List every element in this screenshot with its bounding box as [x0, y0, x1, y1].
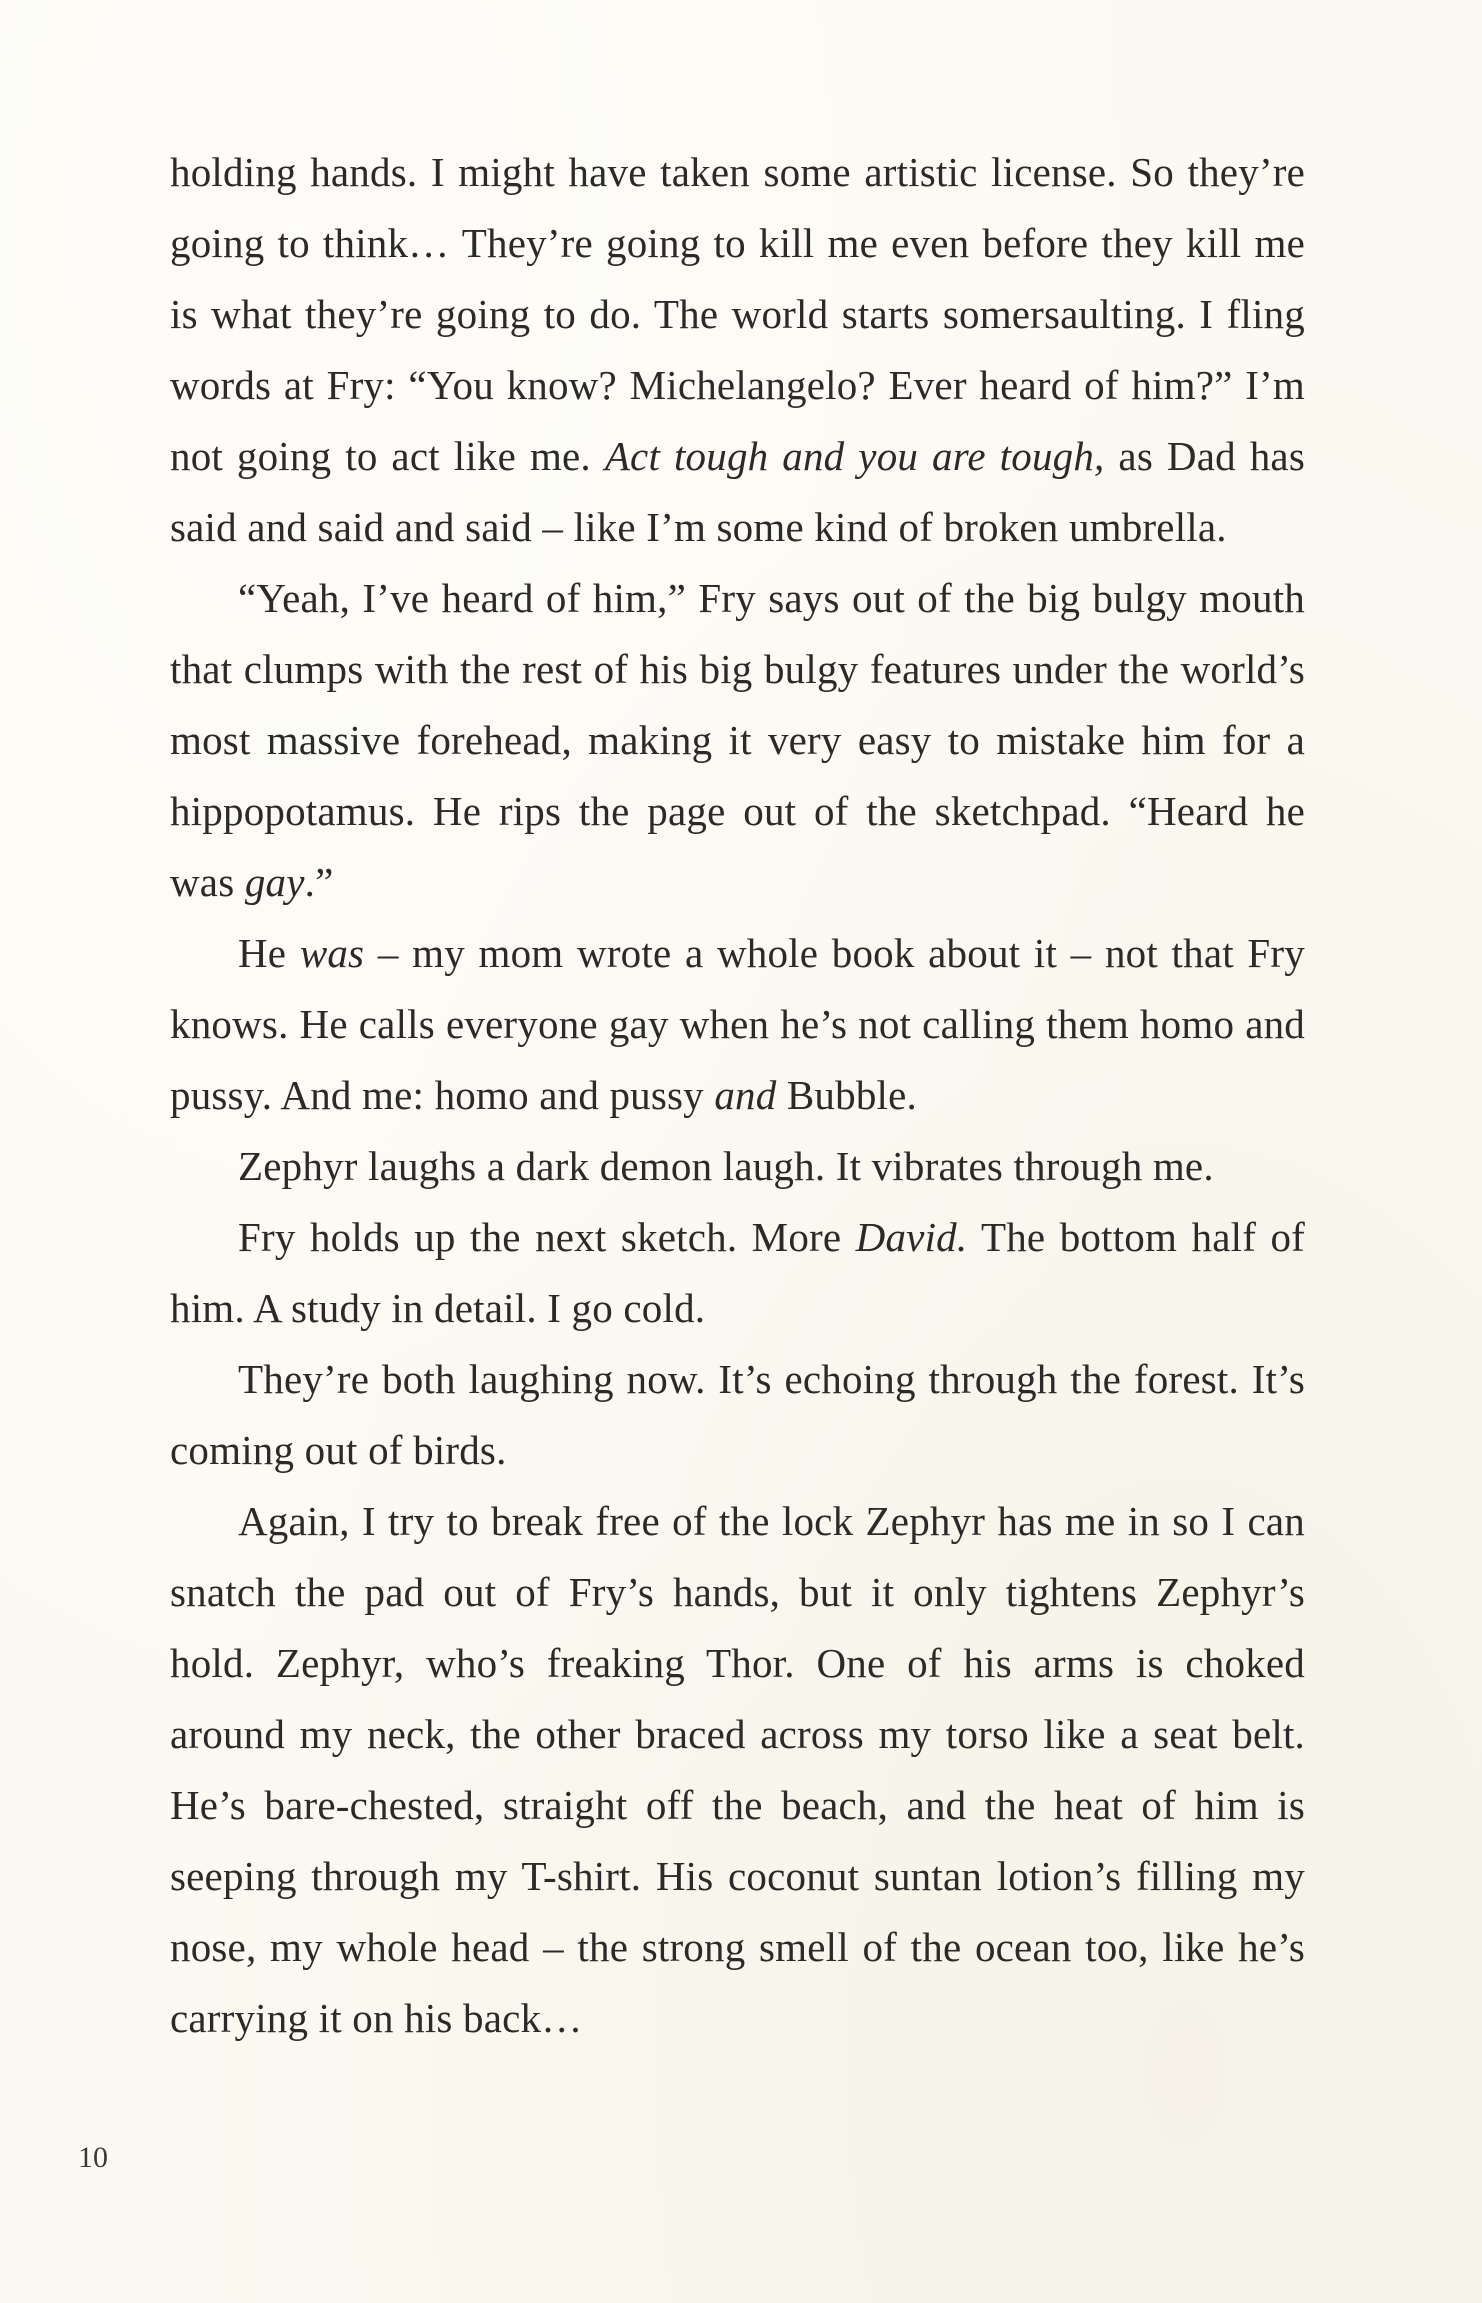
- paragraph-3: [170, 918, 1305, 1131]
- paragraph-4: [170, 1131, 1305, 1202]
- paragraph-5: [170, 1202, 1305, 1344]
- italic-run: and: [714, 1072, 777, 1118]
- text-run: Bubble.: [776, 1072, 917, 1118]
- text-run: as Dad has said and said and said – like I’m some kind of broken umbrella.: [170, 433, 1305, 550]
- text-run: They’re both laughing now. It’s echoing through the forest. It’s coming out of birds.: [170, 1356, 1305, 1473]
- text-run: He: [238, 930, 300, 976]
- paragraph-7: [170, 1486, 1305, 2054]
- body-text: [170, 137, 1305, 2054]
- text-run: Zephyr laughs a dark demon laugh. It vibrates through me.: [238, 1143, 1214, 1189]
- text-run: Again, I try to break free of the lock Zephyr has me in so I can snatch the pad out of Fry’s hands, but it only tightens Zephyr’s hold. Zephyr, who’s freaking Thor. One of his arms is choked around my neck, the other braced across my torso like a seat belt. He’s bare-chested, straight off the beach, and the heat of him is seeping through my T-shirt. His coconut suntan lotion’s filling my nose, my whole head – the strong smell of the ocean too, like he’s carrying it on his back…: [170, 1498, 1305, 2041]
- text-run: Fry holds up the next sketch. More: [238, 1214, 856, 1260]
- text-run: “Yeah, I’ve heard of him,” Fry says out of the big bulgy mouth that clumps with the rest of his big bulgy features under the world’s most massive forehead, making it very easy to mistake him for a hippopotamus. He rips the page out of the sketchpad. “Heard he was: [170, 575, 1305, 905]
- italic-run: David.: [855, 1214, 968, 1260]
- page-number: 10: [78, 2141, 108, 2174]
- paragraph-2: [170, 563, 1305, 918]
- text-run: holding hands. I might have taken some artistic license. So they’re going to think… They’re going to kill me even before they kill me is what they’re going to do. The world starts somersaulting. I fling words at Fry: “You know? Michelangelo? Ever heard of him?” I’m not going to act like me.: [170, 149, 1305, 479]
- text-run: .”: [304, 859, 334, 905]
- italic-run: was: [299, 930, 365, 976]
- paragraph-1: [170, 137, 1305, 563]
- italic-run: gay: [244, 859, 305, 905]
- text-run: – my mom wrote a whole book about it – not that Fry knows. He calls everyone gay when he’s not calling them homo and pussy. And me: homo and pussy: [170, 930, 1305, 1118]
- paragraph-6: [170, 1344, 1305, 1486]
- italic-run: Act tough and you are tough,: [604, 433, 1105, 479]
- text-run: The bottom half of him. A study in detail. I go cold.: [170, 1214, 1305, 1331]
